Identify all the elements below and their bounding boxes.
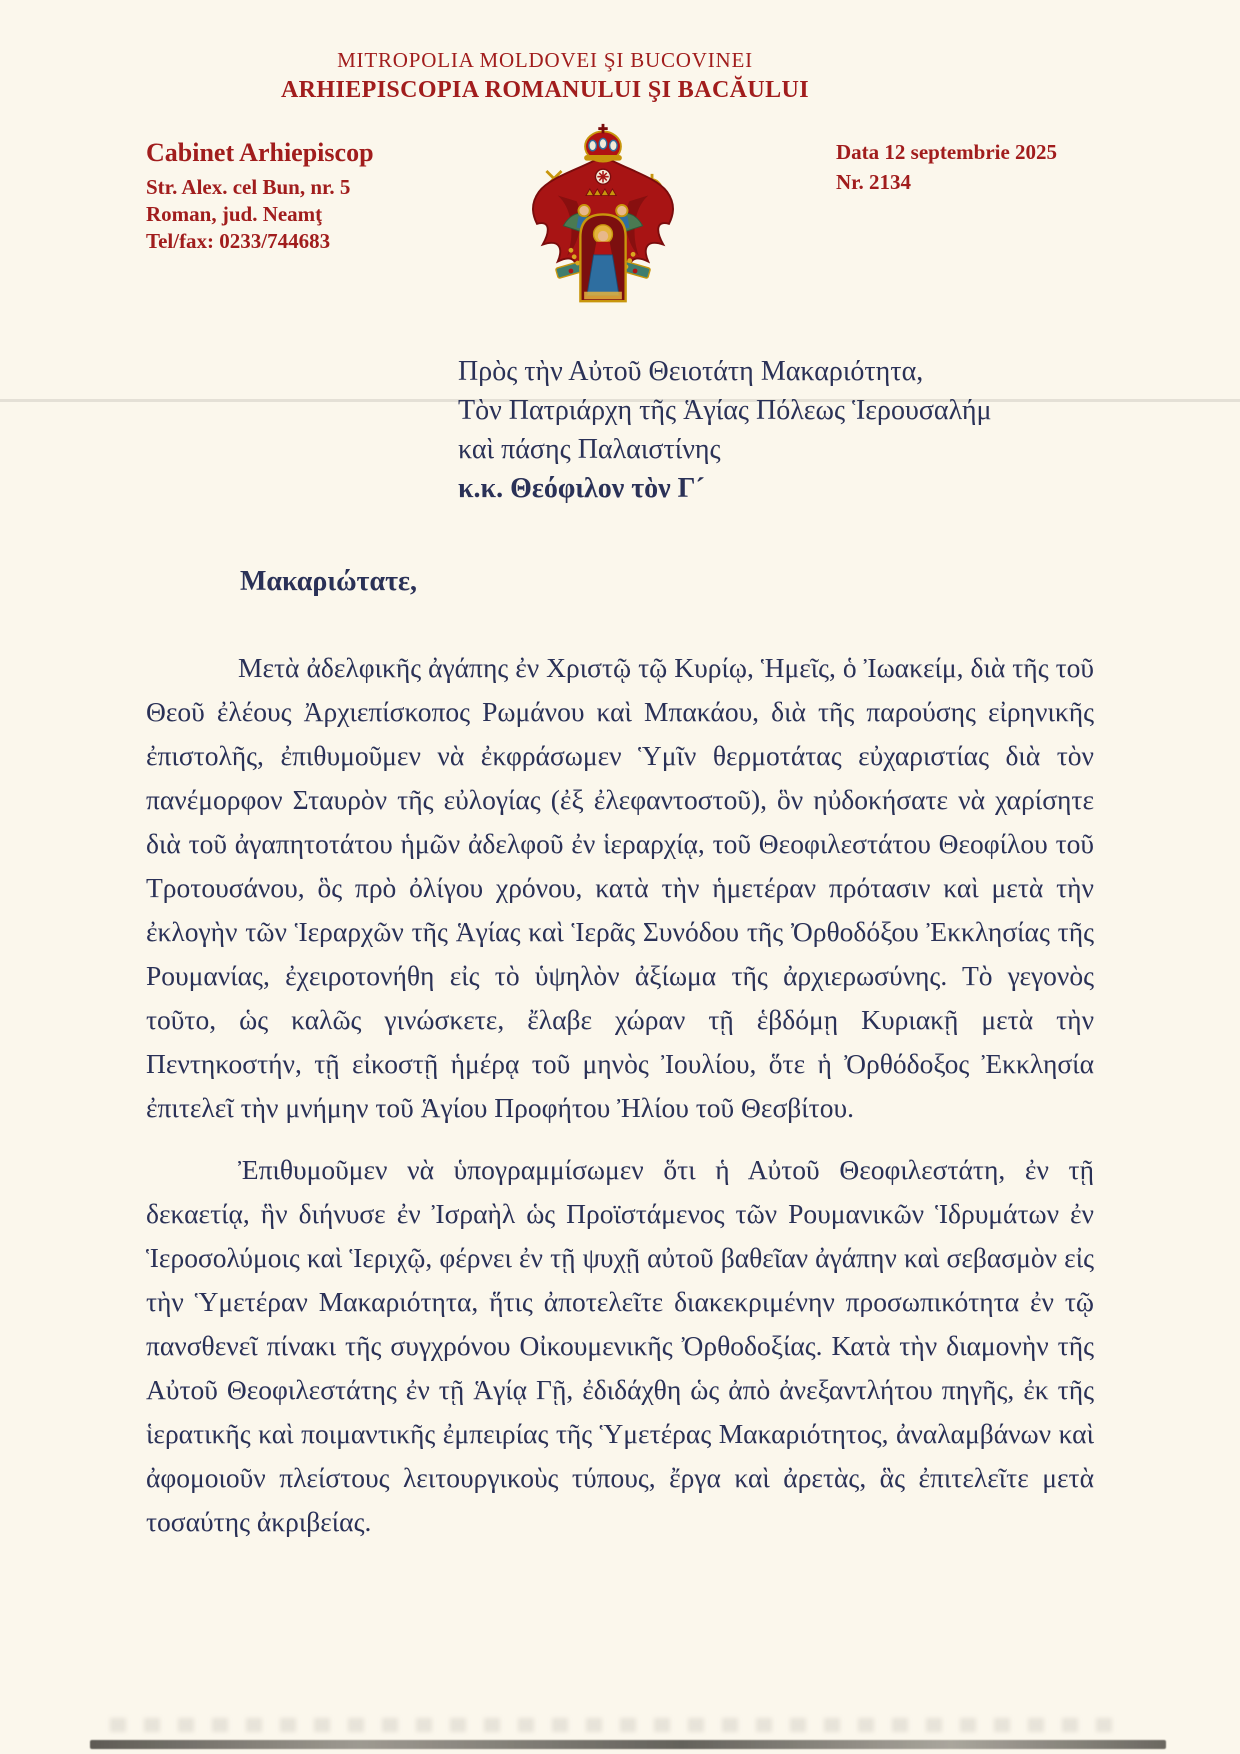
office-title: Cabinet Arhiepiscop [146,138,374,167]
body-paragraph-2: Ἐπιθυμοῦμεν νὰ ὑπογραμμίσωμεν ὅτι ἡ Αὐτοῦ Θεοφιλεστάτη, ἐν τῇ δεκαετίᾳ, ἣν διήνυσε ἐν Ἰσραὴλ ὡς Προϊστάμενος τῶν Ρουμανικῶν Ἱδρυμάτων ἐν Ἱεροσολύμοις καὶ Ἱεριχῷ, φέρνει ἐν τῇ ψυχῇ αὐτοῦ βαθεῖαν ἀγάπην καὶ σεβασμὸν εἰς τὴν Ὑμετέραν Μακαριότητα, ἥτις ἀποτελεῖτε διακεκριμένην προσωπικότητα ἐν τῷ πανσθενεῖ πίνακι τῆς συγχρόνου Οἰκουμενικῆς Ὀρθοδοξίας. Κατὰ τὴν διαμονὴν τῆς Αὐτοῦ Θεοφιλεστάτης ἐν τῇ Ἁγίᾳ Γῇ, ἐδιδάχθη ὡς ἀπὸ ἀνεξαντλήτου πηγῆς, ἐκ τῆς ἱερατικῆς καὶ ποιμαντικῆς ἐμπειρίας τῆς Ὑμετέρας Μακαριότητος, ἀναλαμβάνων καὶ ἀφομοιοῦν πλείστους λειτουργικοὺς τύπους, ἔργα καὶ ἀρετὰς, ἃς ἐπιτελεῖτε μετὰ τοσαύτης ἀκριβείας. [146,1154,1094,1537]
letterhead-left-block [146,138,374,255]
scan-artifact-bar [90,1740,1166,1749]
recipient-block [458,352,992,508]
archdiocese-name: ARHIEPISCOPIA ROMANULUI ŞI BACĂULUI [280,77,810,103]
letterhead-right-block [836,140,1057,195]
address-city: Roman, jud. Neamţ [146,202,323,226]
salutation: Μακαριώτατε, [240,566,417,597]
metropolis-name: MITROPOLIA MOLDOVEI ŞI BUCOVINEI [337,48,753,72]
letter-date: Data 12 septembrie 2025 [836,140,1058,164]
theotokos-icon [580,214,625,301]
chrismon-medallion-icon [595,169,610,184]
letter-body [146,646,1094,1562]
address-phone: Tel/fax: 0233/744683 [146,229,331,253]
recipient-line-2: Τὸν Πατριάρχη τῆς Ἁγίας Πόλεως Ἱερουσαλήμ [458,395,992,426]
scan-smudge [110,1718,1130,1732]
letter-number: Nr. 2134 [836,170,912,194]
recipient-name: κ.κ. Θεόφιλον τὸν Γ´ [458,473,705,504]
coat-of-arms-icon [518,122,688,320]
body-paragraph-1: Μετὰ ἀδελφικῆς ἀγάπης ἐν Χριστῷ τῷ Κυρίῳ, Ἡμεῖς, ὁ Ἰωακείμ, διὰ τῆς τοῦ Θεοῦ ἐλέους Ἀρχιεπίσκοπος Ρωμάνου καὶ Μπακάου, διὰ τῆς παρούσης εἰρηνικῆς ἐπιστολῆς, ἐπιθυμοῦμεν νὰ ἐκφράσωμεν Ὑμῖν θερμοτάτας εὐχαριστίας διὰ τὸν πανέμορφον Σταυρὸν τῆς εὐλογίας (ἐξ ἐλεφαντοστοῦ), ὃν ηὐδοκήσατε νὰ χαρίσητε διὰ τοῦ ἀγαπητοτάτου ἡμῶν ἀδελφοῦ ἐν ἱεραρχίᾳ, τοῦ Θεοφιλεστάτου Θεοφίλου τοῦ Τροτουσάνου, ὃς πρὸ ὀλίγου χρόνου, κατὰ τὴν ἡμετέραν πρότασιν καὶ μετὰ τὴν ἐκλογὴν τῶν Ἱεραρχῶν τῆς Ἁγίας καὶ Ἱερᾶς Συνόδου τῆς Ὀρθοδόξου Ἐκκλησίας τῆς Ρουμανίας, ἐχειροτονήθη εἰς τὸ ὑψηλὸν ἀξίωμα τῆς ἀρχιερωσύνης. Τὸ γεγονὸς τοῦτο, ὡς καλῶς γινώσκετε, ἔλαβε χώραν τῇ ἑβδόμῃ Κυριακῇ μετὰ τὴν Πεντηκοστήν, τῇ εἰκοστῇ ἡμέρᾳ τοῦ μηνὸς Ἰουλίου, ὅτε ἡ Ὀρθόδοξος Ἐκκλησία ἐπιτελεῖ τὴν μνήμην τοῦ Ἁγίου Προφήτου Ἠλίου τοῦ Θεσβίτου. [146,652,1094,1123]
letterhead-header [0,48,1090,104]
mitre-icon [584,124,622,162]
recipient-line-3: καὶ πάσης Παλαιστίνης [458,434,721,465]
recipient-line-1: Πρὸς τὴν Αὐτοῦ Θειοτάτη Μακαριότητα, [458,356,924,387]
address-street: Str. Alex. cel Bun, nr. 5 [146,175,351,199]
